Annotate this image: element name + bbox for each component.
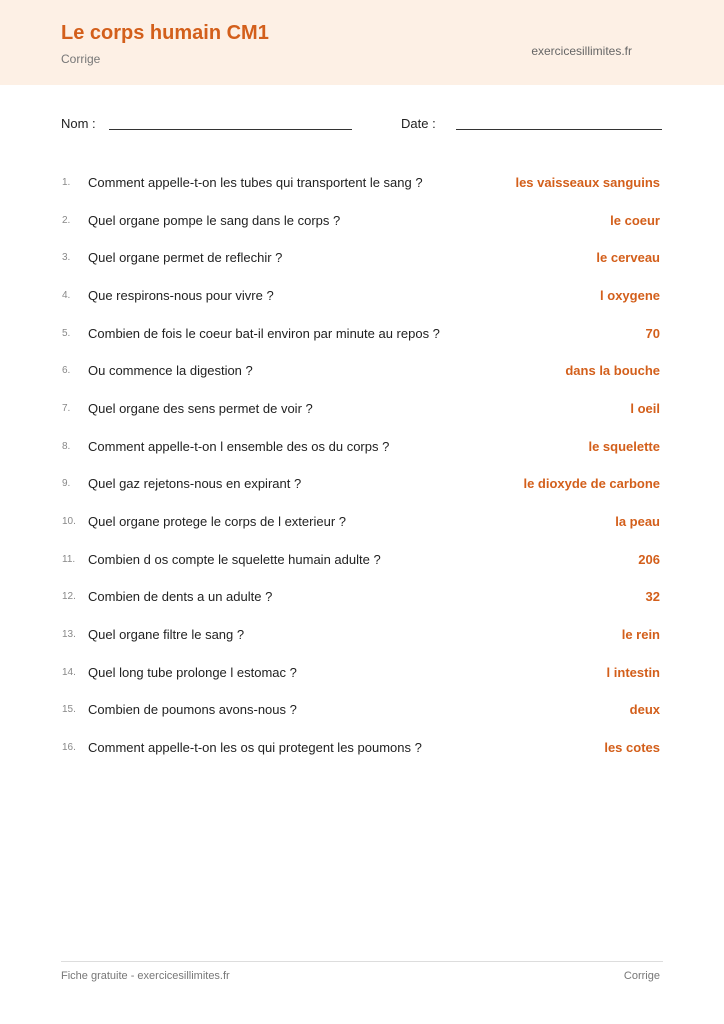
question-number: 9.: [62, 478, 71, 490]
question-answer: les cotes: [604, 739, 660, 755]
question-number: 2.: [62, 214, 71, 226]
question-text: Comment appelle-t-on les os qui protegent les poumons ?: [88, 739, 422, 755]
question-number: 13.: [62, 628, 76, 640]
question-text: Combien de fois le coeur bat-il environ par minute au repos ?: [88, 325, 440, 341]
question-answer: 206: [638, 551, 660, 567]
question-row: [0, 209, 724, 247]
question-number: 6.: [62, 365, 71, 377]
question-text: Quel gaz rejetons-nous en expirant ?: [88, 476, 302, 492]
question-number: 1.: [62, 177, 71, 188]
question-text: Que respirons-nous pour vivre ?: [88, 287, 274, 303]
header-band: [0, 0, 724, 85]
question-text: Quel organe protege le corps de l exterieur ?: [88, 513, 346, 529]
question-answer: l oxygene: [600, 287, 660, 303]
question-row: [0, 171, 724, 209]
question-answer: l oeil: [630, 400, 660, 416]
site-name: exercicesillimites.fr: [531, 44, 632, 58]
question-answer: le squelette: [588, 438, 660, 454]
page-title: Le corps humain CM1: [61, 22, 269, 44]
question-answer: deux: [629, 702, 660, 718]
question-row: [0, 284, 724, 322]
question-row: [0, 397, 724, 435]
question-number: 12.: [62, 591, 76, 603]
question-number: 11.: [62, 553, 76, 565]
question-text: Combien de dents a un adulte ?: [88, 589, 273, 605]
question-text: Combien de poumons avons-nous ?: [88, 702, 297, 718]
name-label: Nom :: [61, 116, 96, 131]
question-text: Quel organe permet de reflechir ?: [88, 250, 283, 266]
question-row: [0, 736, 724, 774]
question-row: [0, 359, 724, 397]
question-text: Ou commence la digestion ?: [88, 363, 253, 379]
question-answer: le dioxyde de carbone: [523, 476, 660, 492]
question-text: Quel organe filtre le sang ?: [88, 626, 245, 642]
question-number: 15.: [62, 704, 76, 716]
footer-divider: [61, 961, 663, 962]
page-subtitle: Corrige: [61, 52, 101, 66]
question-row: [0, 435, 724, 473]
question-number: 4.: [62, 289, 71, 301]
question-number: 14.: [62, 666, 76, 678]
question-number: 7.: [62, 402, 71, 414]
question-number: 16.: [62, 741, 76, 753]
question-list: [0, 171, 724, 774]
question-row: [0, 322, 724, 360]
date-field-line[interactable]: [456, 129, 662, 130]
footer-source: Fiche gratuite - exercicesillimites.fr: [61, 970, 230, 982]
footer-label: Corrige: [623, 970, 660, 982]
name-field-line[interactable]: [109, 129, 352, 130]
question-text: Quel organe pompe le sang dans le corps ?: [88, 212, 341, 228]
question-answer: 70: [645, 325, 660, 341]
question-row: [0, 548, 724, 586]
question-row: [0, 623, 724, 661]
question-text: Quel organe des sens permet de voir ?: [88, 400, 313, 416]
question-row: [0, 510, 724, 548]
date-label: Date :: [401, 116, 436, 131]
question-number: 8.: [62, 440, 71, 452]
question-answer: le coeur: [610, 212, 660, 228]
question-answer: le rein: [621, 626, 660, 642]
question-text: Quel long tube prolonge l estomac ?: [88, 664, 297, 680]
question-row: [0, 472, 724, 510]
question-answer: la peau: [615, 513, 660, 529]
question-number: 3.: [62, 252, 71, 264]
question-row: [0, 661, 724, 699]
question-row: [0, 698, 724, 736]
question-row: [0, 246, 724, 284]
question-answer: dans la bouche: [565, 363, 660, 379]
question-text: Combien d os compte le squelette humain adulte ?: [88, 551, 381, 567]
question-answer: 32: [645, 589, 660, 605]
question-answer: l intestin: [606, 664, 660, 680]
question-number: 10.: [62, 515, 76, 527]
question-row: [0, 585, 724, 623]
question-answer: les vaisseaux sanguins: [515, 175, 660, 190]
question-text: Comment appelle-t-on l ensemble des os du corps ?: [88, 438, 390, 454]
question-number: 5.: [62, 327, 71, 339]
question-answer: le cerveau: [596, 250, 660, 266]
question-text: Comment appelle-t-on les tubes qui transportent le sang ?: [88, 175, 423, 190]
